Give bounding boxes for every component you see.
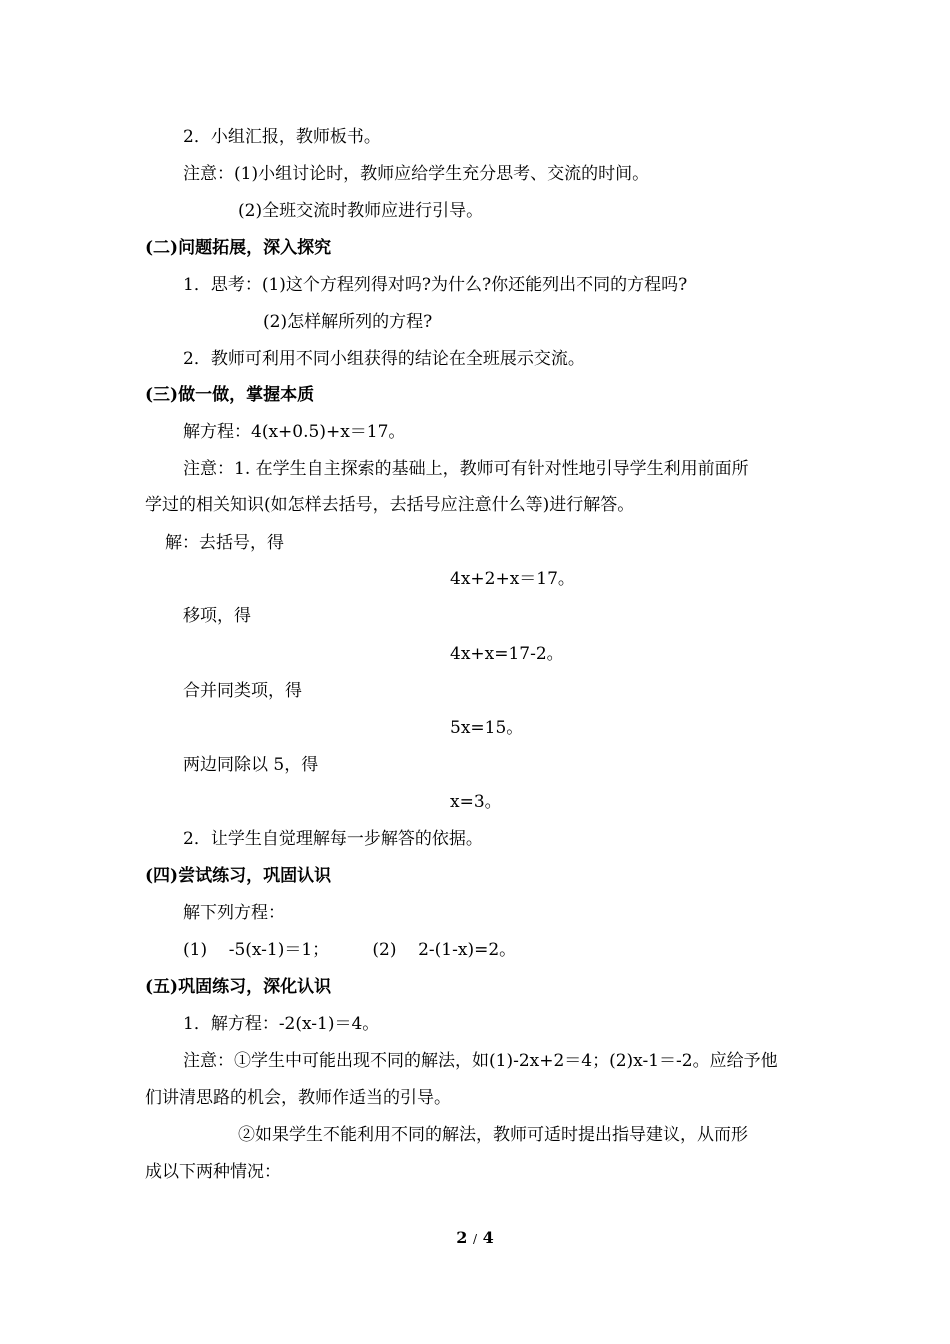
page-separator: / bbox=[472, 1232, 478, 1246]
equation-line: 4x+2+x＝17。 bbox=[450, 569, 575, 589]
text-line: 解：去括号，得 bbox=[165, 533, 284, 553]
equation-line: x=3。 bbox=[450, 792, 502, 812]
text-line: 1．思考：(1)这个方程列得对吗?为什么?你还能列出不同的方程吗? bbox=[183, 275, 688, 295]
text-line: 注意：①学生中可能出现不同的解法，如(1)-2x+2＝4；(2)x-1＝-2。应给予他 bbox=[183, 1051, 778, 1071]
text-line: 2．教师可利用不同小组获得的结论在全班展示交流。 bbox=[183, 349, 585, 369]
page-current: 2 bbox=[456, 1228, 468, 1247]
text-line: 注意：(1)小组讨论时，教师应给学生充分思考、交流的时间。 bbox=[183, 164, 650, 184]
text-line: 移项，得 bbox=[183, 606, 251, 626]
equation-line: 4x+x=17-2。 bbox=[450, 644, 564, 664]
text-line: (2)怎样解所列的方程? bbox=[263, 312, 433, 332]
equation-line: 解方程：4(x+0.5)+x＝17。 bbox=[183, 422, 406, 442]
exercise-line: (1) -5(x-1)＝1； (2) 2-(1-x)=2。 bbox=[183, 940, 517, 960]
section-heading: (五)巩固练习，深化认识 bbox=[145, 977, 332, 997]
section-heading: (四)尝试练习，巩固认识 bbox=[145, 866, 332, 886]
text-line: 成以下两种情况： bbox=[145, 1162, 281, 1182]
equation-line: 5x=15。 bbox=[450, 718, 524, 738]
text-line: 2．让学生自觉理解每一步解答的依据。 bbox=[183, 829, 483, 849]
text-line: 们讲清思路的机会，教师作适当的引导。 bbox=[145, 1088, 451, 1108]
page-number bbox=[0, 1228, 950, 1247]
page-total: 4 bbox=[482, 1228, 494, 1247]
text-line: 注意：1. 在学生自主探索的基础上，教师可有针对性地引导学生利用前面所 bbox=[183, 459, 749, 479]
text-line: 两边同除以 5，得 bbox=[183, 755, 319, 775]
text-line: 学过的相关知识(如怎样去括号，去括号应注意什么等)进行解答。 bbox=[145, 495, 635, 515]
text-line: 2．小组汇报，教师板书。 bbox=[183, 127, 381, 147]
text-line: 合并同类项，得 bbox=[183, 681, 302, 701]
text-line: (2)全班交流时教师应进行引导。 bbox=[238, 201, 484, 221]
section-heading: (二)问题拓展，深入探究 bbox=[145, 238, 332, 258]
section-heading: (三)做一做，掌握本质 bbox=[145, 385, 315, 405]
equation-line: 1．解方程：-2(x-1)＝4。 bbox=[183, 1014, 380, 1034]
text-line: ②如果学生不能利用不同的解法，教师可适时提出指导建议，从而形 bbox=[238, 1125, 748, 1145]
text-line: 解下列方程： bbox=[183, 903, 285, 923]
